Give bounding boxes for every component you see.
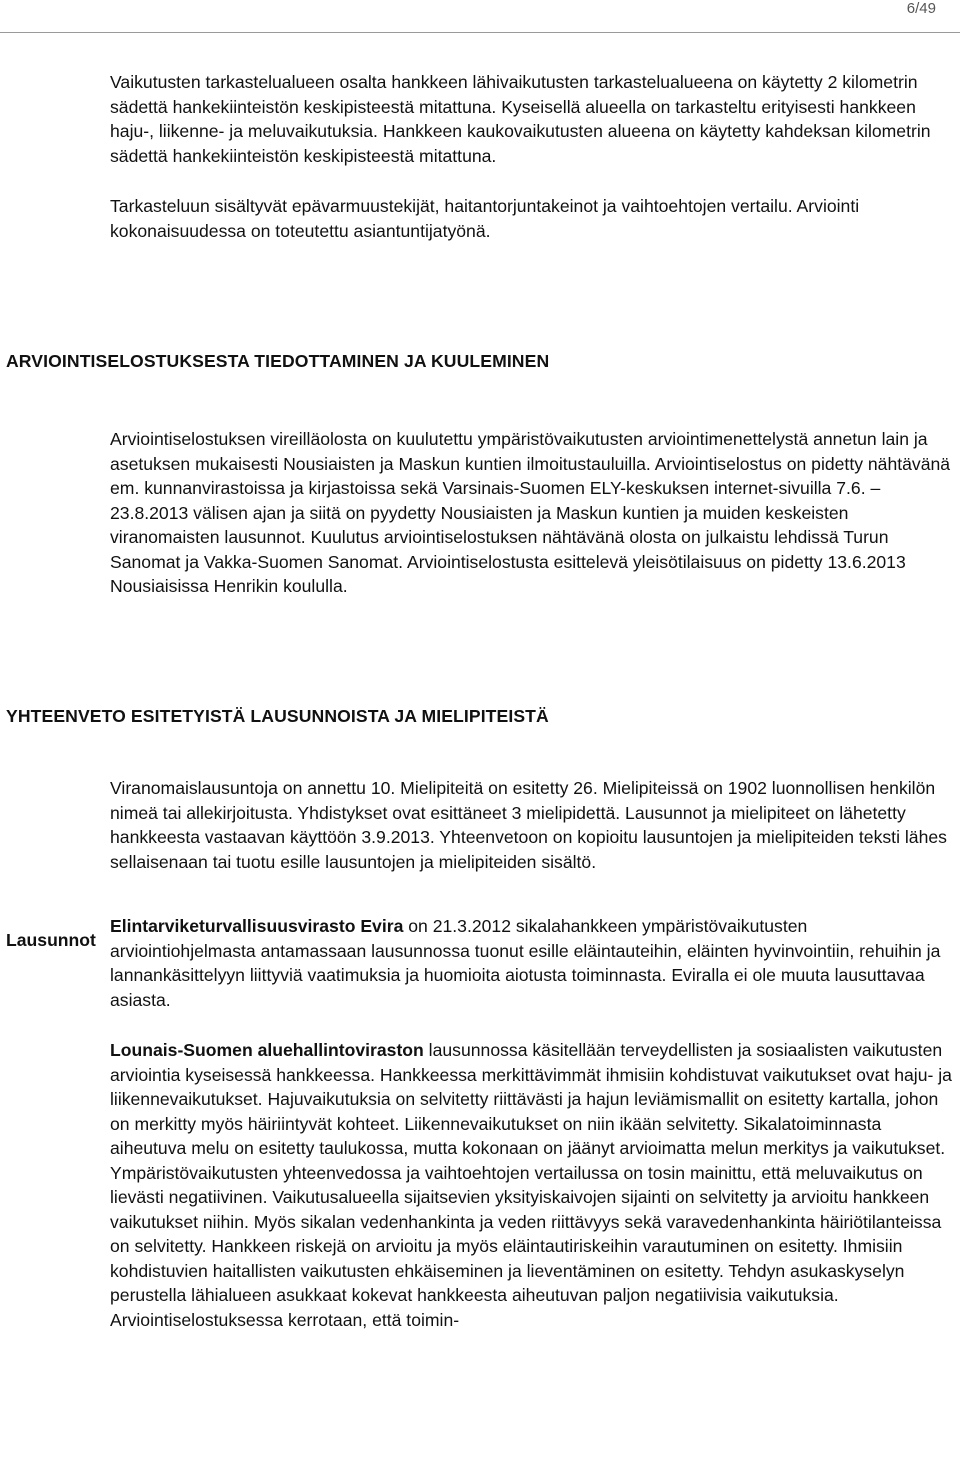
summary-paragraph: Viranomaislausuntoja on annettu 10. Mielipiteitä on esitetty 26. Mielipiteissä on 1902 luonnollisen henkilön nimeä tai allekirjoitusta. Yhdistykset ovat esittäneet 3 mielipidettä. Lausunnot ja mielipiteet on lähetetty hankkeesta vastaavan käyttöön 3.9.2013. Yhteenvetoon on kopioitu lausuntojen ja mielipiteiden teksti lähes sellaisenaan tai tuotu esille lausuntojen ja mielipiteiden sisältö.: [110, 778, 947, 872]
yhteenveto-section: [110, 776, 952, 1332]
intro-section: [110, 70, 952, 243]
header-divider: [0, 32, 960, 33]
side-label-lausunnot: Lausunnot: [6, 930, 96, 950]
evira-paragraph: [110, 914, 952, 1012]
avi-paragraph: [110, 1038, 952, 1332]
section-heading-arviointiselostus: ARVIOINTISELOSTUKSESTA TIEDOTTAMINEN JA KUULEMINEN: [6, 351, 550, 371]
avi-text: lausunnossa käsitellään terveydellisten ja sosiaalisten vaikutusten arviointia kyseisessä hankkeessa. Hankkeessa merkittävimmät ihmisiin kohdistuvat vaikutukset ovat haju- ja liikennevaikutukset. Hajuvaikutuksia on selvitetty riittävästi ja hajun leviämismallit on esitetty kartalla, johon on merkitty myös häiriintyvät kohteet. Liikennevaikutukset on niin ikään selvitetty. Sikalatoiminnasta aiheutuva melu on esitetty taulukossa, mutta kokonaan on jäänyt arvioimatta melun merkitys ja vaikutukset. Ympäristövaikutusten yhteenvedossa ja vaihtoehtojen vertailussa on tosin mainittu, että meluvaikutus on lievästi negatiivinen. Vaikutusalueella sijaitsevien yksityiskaivojen sijainti on selvitetty ja arvioitu hankkeen vaikutukset niihin. Myös sikalan vedenhankinta ja veden riittävyys sekä varavedenhankinta häiriötilanteissa on selvitetty. Hankkeen riskejä on arvioitu ja myös eläintautiriskeihin varautuminen on esitetty. Ihmisiin kohdistuvien haitallisten vaikutusten ehkäiseminen ja lieventäminen on esitetty. Tehdyn asukaskyselyn perustella lähialueen asukkaat kokevat hankkeesta aiheutuvan paljon negatiivisia vaikutuksia. Arviointiselostuksessa kerrotaan, että toimin-: [110, 1040, 952, 1330]
page-number: 6/49: [906, 0, 936, 17]
intro-paragraph-2: Tarkasteluun sisältyvät epävarmuustekijät, haitantorjuntakeinot ja vaihtoehtojen vertailu. Arviointi kokonaisuudessa on toteutettu asiantuntijatyönä.: [110, 196, 860, 241]
section-heading-yhteenveto: YHTEENVETO ESITETYISTÄ LAUSUNNOISTA JA MIELIPITEISTÄ: [6, 706, 549, 726]
arviointiselostus-section: [110, 427, 952, 599]
evira-text: on 21.3.2012 sikalahankkeen ympäristövaikutusten arviointiohjelmasta antamassaan lausunnossa tuonut esille eläintauteihin, eläinten hyvinvointiin, rehuihin ja lannankäsittelyyn liittyviä vaatimuksia ja huomioita aiotusta toiminnasta. Eviralla ei ole muuta lausuttavaa asiasta.: [110, 916, 941, 1010]
arviointiselostus-paragraph: Arviointiselostuksen vireilläolosta on kuulutettu ympäristövaikutusten arviointimenettelystä annetun lain ja asetuksen mukaisesti Nousiaisten ja Maskun kuntien ilmoitustauluilla. Arviointiselostus on pidetty nähtävänä em. kunnanvirastoissa ja kirjastoissa sekä Varsinais-Suomen ELY-keskuksen internet-sivuilla 7.6. – 23.8.2013 välisen ajan ja siitä on pyydetty Nousiaisten ja Maskun kuntien ja muiden keskeisten viranomaisten lausunnot. Kuulutus arviointiselostuksen nähtävänä olosta on julkaistu lehdissä Turun Sanomat ja Vakka-Suomen Sanomat. Arviointiselostusta esittelevä yleisötilaisuus on pidetty 13.6.2013 Nousiaisissa Henrikin koululla.: [110, 429, 951, 596]
avi-name: Lounais-Suomen aluehallintoviraston: [110, 1040, 424, 1060]
intro-paragraph-1: Vaikutusten tarkastelualueen osalta hankkeen lähivaikutusten tarkastelualueena on käytetty 2 kilometrin sädettä hankekiinteistön keskipisteestä mitattuna. Kyseisellä alueella on tarkasteltu erityisesti hankkeen haju-, liikenne- ja meluvaikutuksia. Hankkeen kaukovaikutusten alueena on käytetty kahdeksan kilometrin sädettä hankekiinteistön keskipisteestä mitattuna.: [110, 72, 931, 166]
evira-name: Elintarviketurvallisuusvirasto Evira: [110, 916, 404, 936]
